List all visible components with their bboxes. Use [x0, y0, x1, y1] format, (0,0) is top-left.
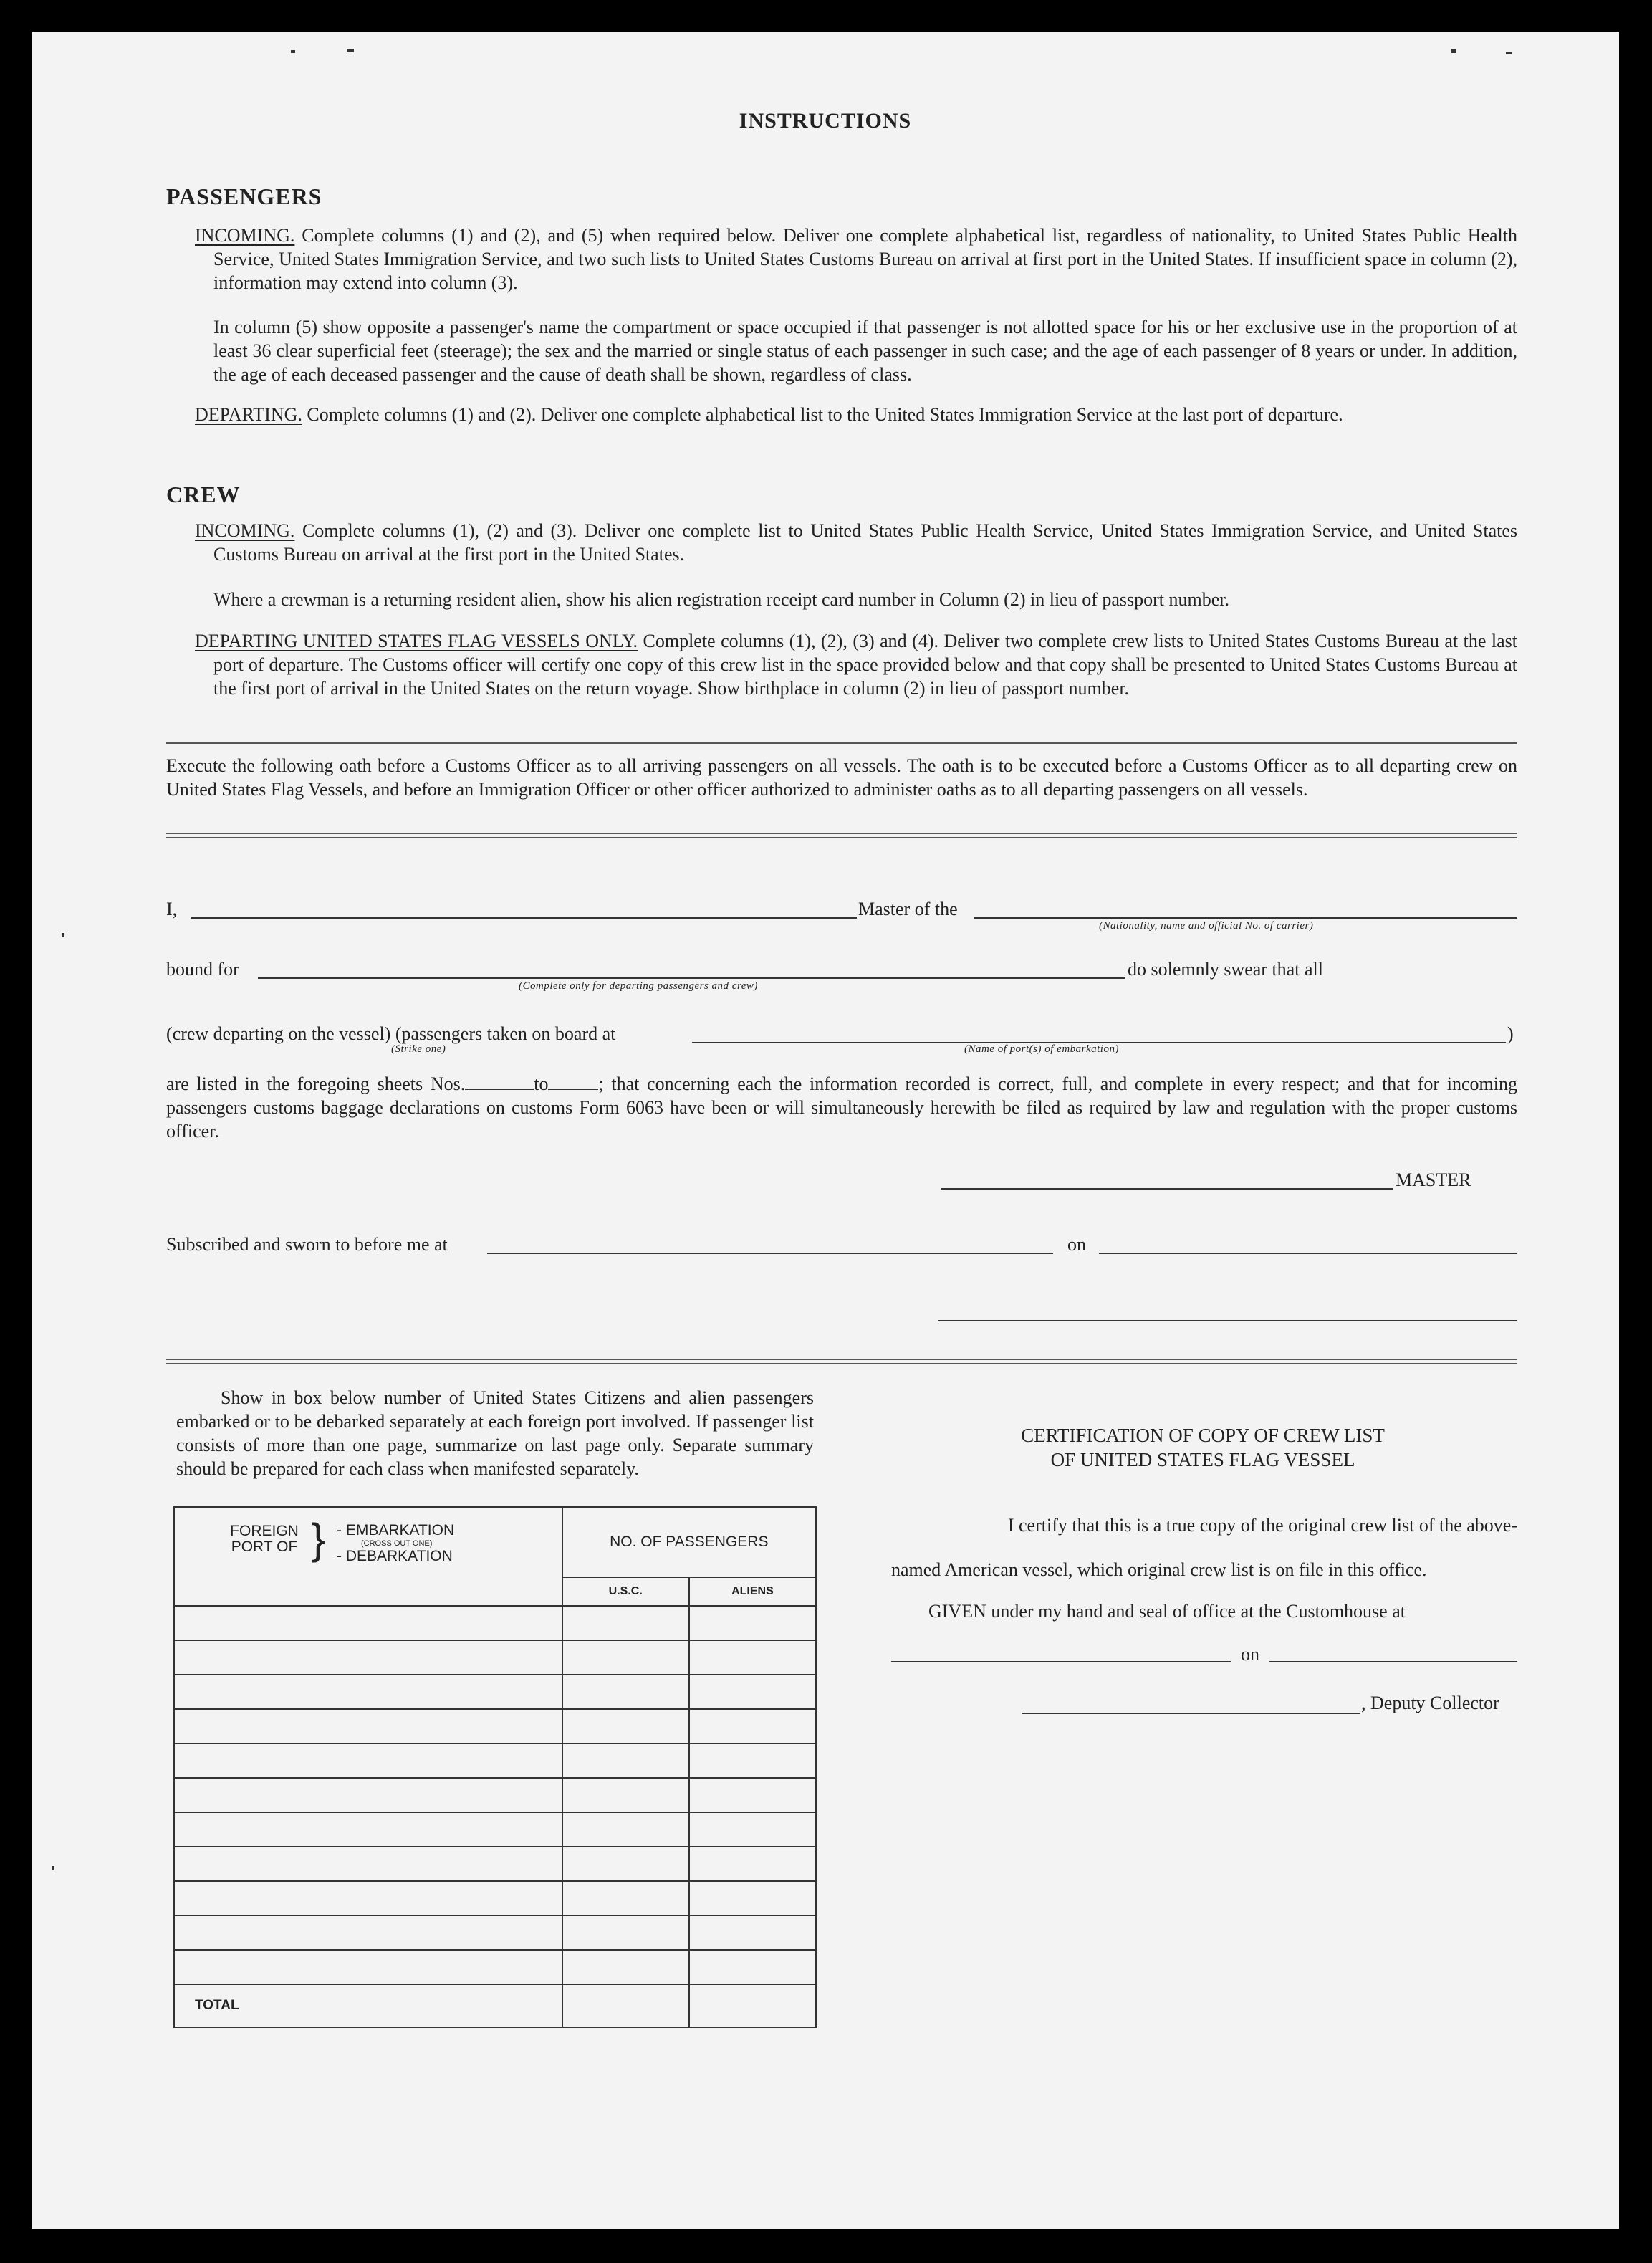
close-paren: ): [1507, 1023, 1514, 1044]
carrier-field[interactable]: [974, 917, 1517, 919]
form-page: [32, 32, 1619, 2229]
deputy-signature-field[interactable]: [1022, 1713, 1360, 1714]
table-row: [174, 1606, 816, 1640]
usc-cell[interactable]: [562, 1950, 689, 1984]
port-cell[interactable]: [174, 1743, 562, 1778]
crew-incoming-text: Complete columns (1), (2) and (3). Deliver one complete list to United States Public Health Service, United States Immigration Service, and United States Customs Bureau on arrival at the first port in the United States.: [213, 520, 1518, 565]
port-cell[interactable]: [174, 1606, 562, 1640]
aliens-cell[interactable]: [689, 1950, 816, 1984]
master-of-the-label: Master of the: [858, 899, 958, 919]
scan-speck: [52, 1866, 54, 1870]
port-cell[interactable]: [174, 1640, 562, 1675]
table-row: [174, 1743, 816, 1778]
subscribed-place-field[interactable]: [487, 1253, 1053, 1254]
sheet-to-field[interactable]: [548, 1089, 598, 1090]
certify-text-1: I certify that this is a true copy of the original crew list of the above-: [1007, 1515, 1517, 1536]
table-row: [174, 1778, 816, 1812]
embarkation-label: - EMBARKATION: [337, 1522, 455, 1539]
usc-header: U.S.C.: [562, 1577, 689, 1606]
aliens-cell[interactable]: [689, 1915, 816, 1950]
master-signature-field[interactable]: [941, 1188, 1393, 1190]
aliens-cell[interactable]: [689, 1847, 816, 1881]
swear-label: do solemnly swear that all: [1128, 959, 1323, 980]
scan-speck: [291, 50, 295, 53]
port-caption: (Name of port(s) of embarkation): [964, 1043, 1119, 1055]
passengers-departing-paragraph: [195, 403, 1517, 426]
scan-speck: [1451, 49, 1456, 53]
usc-cell[interactable]: [562, 1743, 689, 1778]
cross-out-label: (CROSS OUT ONE): [361, 1539, 433, 1548]
table-row: [174, 1640, 816, 1675]
total-label: TOTAL: [174, 1984, 562, 2027]
certification-date-field[interactable]: [1269, 1661, 1517, 1662]
listed-prefix: are listed in the foregoing sheets Nos.: [166, 1073, 466, 1094]
usc-cell[interactable]: [562, 1778, 689, 1812]
passengers-column5-paragraph: In column (5) show opposite a passenger's name the compartment or space occupied if that passenger is not allotted space for his or her exclusive use in the proportion of at least 36 clear superficial feet (steerage); the sex and the married or single status of each passenger in such case; and the age of each passenger of 8 years or under. In addition, the age of each deceased passenger and the cause of death shall be shown, regardless of class.: [213, 317, 1517, 385]
subscribed-date-field[interactable]: [1099, 1253, 1517, 1254]
certify-text-2: named American vessel, which original crew list is on file in this office.: [891, 1559, 1427, 1580]
brace-glyph: }: [311, 1515, 326, 1563]
double-rule: [166, 1359, 1517, 1364]
to-label: to: [534, 1073, 549, 1094]
crew-resident-paragraph: Where a crewman is a returning resident alien, show his alien registration receipt card number in Column (2) in lieu of passport number.: [213, 589, 1230, 610]
port-cell[interactable]: [174, 1881, 562, 1915]
certification-title-line2: OF UNITED STATES FLAG VESSEL: [1050, 1449, 1355, 1470]
passengers-departing-text: Complete columns (1) and (2). Deliver one complete alphabetical list to the United States Immigration Service at the last port of departure.: [307, 404, 1343, 425]
divider: [166, 742, 1517, 744]
crew-incoming-paragraph: [195, 519, 1517, 566]
crew-departing-strike-label: (crew departing on the vessel) (passengers taken on board at: [166, 1023, 616, 1044]
crew-departing-paragraph: [195, 629, 1517, 700]
passengers-incoming-label: INCOMING.: [195, 225, 295, 246]
master-name-field[interactable]: [191, 917, 857, 919]
scan-speck: [1506, 52, 1512, 54]
aliens-cell[interactable]: [689, 1743, 816, 1778]
total-aliens-cell[interactable]: [689, 1984, 816, 2027]
foreign-port-header: [174, 1507, 562, 1606]
listed-paragraph: [166, 1072, 1517, 1143]
certification-title-line1: CERTIFICATION OF COPY OF CREW LIST: [1021, 1425, 1385, 1446]
aliens-cell[interactable]: [689, 1778, 816, 1812]
table-row: [174, 1881, 816, 1915]
crew-heading: CREW: [166, 482, 241, 507]
certification-title: [888, 1423, 1517, 1472]
port-cell[interactable]: [174, 1778, 562, 1812]
usc-cell[interactable]: [562, 1709, 689, 1743]
table-row: [174, 1812, 816, 1847]
aliens-cell[interactable]: [689, 1709, 816, 1743]
subscribed-label: Subscribed and sworn to before me at: [166, 1234, 448, 1255]
strike-caption: (Strike one): [391, 1043, 446, 1055]
aliens-header: ALIENS: [689, 1577, 816, 1606]
no-passengers-header: NO. OF PASSENGERS: [562, 1507, 816, 1577]
usc-cell[interactable]: [562, 1675, 689, 1709]
port-cell[interactable]: [174, 1950, 562, 1984]
passengers-incoming-text: Complete columns (1) and (2), and (5) when required below. Deliver one complete alphabetical list, regardless of nationality, to United States Public Health Service, United States Immigration Service, and two such lists to United States Customs Bureau on arrival at first port in the United States. If insufficient space in column (2), information may extend into column (3).: [213, 225, 1517, 293]
usc-cell[interactable]: [562, 1847, 689, 1881]
given-text: GIVEN under my hand and seal of office at the Customhouse at: [928, 1601, 1406, 1622]
double-rule: [166, 833, 1517, 838]
table-row: [174, 1950, 816, 1984]
scan-speck: [347, 49, 354, 52]
port-cell[interactable]: [174, 1675, 562, 1709]
bound-for-label: bound for: [166, 959, 239, 980]
table-row: [174, 1915, 816, 1950]
crew-departing-label: DEPARTING UNITED STATES FLAG VESSELS ONLY.: [195, 631, 638, 651]
aliens-cell[interactable]: [689, 1812, 816, 1847]
debarkation-label: - DEBARKATION: [337, 1548, 453, 1564]
bound-for-field[interactable]: [258, 977, 1125, 979]
deputy-collector-label: , Deputy Collector: [1361, 1693, 1499, 1713]
master-label: MASTER: [1396, 1169, 1471, 1190]
nationality-caption: (Nationality, name and official No. of carrier): [1099, 920, 1314, 932]
crew-departing-text: Complete columns (1), (2), (3) and (4). Deliver two complete crew lists to United States Customs Bureau at the last port of departure. The Customs officer will certify one copy of this crew list in the space provided below and that copy shall be presented to United States Customs Bureau at the first port of arrival in the United States on the return voyage. Show birthplace in column (2) in lieu of passport number.: [213, 631, 1517, 699]
total-usc-cell[interactable]: [562, 1984, 689, 2027]
scan-speck: [62, 933, 64, 937]
table-row: [174, 1675, 816, 1709]
oath-instructions: Execute the following oath before a Customs Officer as to all arriving passengers on all vessels. The oath is to be executed before a Customs Officer as to all departing crew on United States Flag Vessels, and before an Immigration Officer or other officer authorized to administer oaths as to all departing passengers on all vessels.: [166, 755, 1517, 800]
port-cell[interactable]: [174, 1915, 562, 1950]
customhouse-field[interactable]: [891, 1661, 1231, 1662]
table-row: [174, 1709, 816, 1743]
usc-cell[interactable]: [562, 1640, 689, 1675]
listed-text: ; that concerning each the information recorded is correct, full, and complete in every respect; and that for incoming passengers customs baggage declarations on customs Form 6063 have been or will simultaneously herewith be filed as required by law and regulation with the proper customs officer.: [166, 1073, 1517, 1142]
officer-signature-field[interactable]: [938, 1320, 1517, 1321]
foreign-port-label: FOREIGN PORT OF: [230, 1523, 299, 1555]
crew-incoming-label: INCOMING.: [195, 520, 295, 541]
passenger-summary-table: [173, 1506, 817, 2028]
usc-cell[interactable]: [562, 1881, 689, 1915]
aliens-cell[interactable]: [689, 1675, 816, 1709]
table-row: [174, 1847, 816, 1881]
port-cell[interactable]: [174, 1709, 562, 1743]
aliens-cell[interactable]: [689, 1640, 816, 1675]
usc-cell[interactable]: [562, 1915, 689, 1950]
aliens-cell[interactable]: [689, 1606, 816, 1640]
usc-cell[interactable]: [562, 1606, 689, 1640]
passengers-departing-label: DEPARTING.: [195, 404, 302, 425]
summary-instructions: Show in box below number of United States Citizens and alien passengers embarked or to be debarked separately at each foreign port involved. If passenger list consists of more than one page, summarize on last page only. Separate summary should be prepared for each class when manifested separately.: [176, 1387, 814, 1479]
bound-caption: (Complete only for departing passengers and crew): [519, 980, 758, 992]
oath-i-label: I,: [166, 899, 178, 919]
subscribed-on-label: on: [1067, 1234, 1086, 1255]
port-cell[interactable]: [174, 1812, 562, 1847]
usc-cell[interactable]: [562, 1812, 689, 1847]
passengers-incoming-paragraph: [195, 224, 1517, 295]
sheet-from-field[interactable]: [465, 1089, 534, 1090]
certification-on-label: on: [1241, 1644, 1259, 1665]
port-cell[interactable]: [174, 1847, 562, 1881]
aliens-cell[interactable]: [689, 1881, 816, 1915]
passengers-heading: PASSENGERS: [166, 183, 322, 209]
page-title: INSTRUCTIONS: [739, 109, 912, 133]
